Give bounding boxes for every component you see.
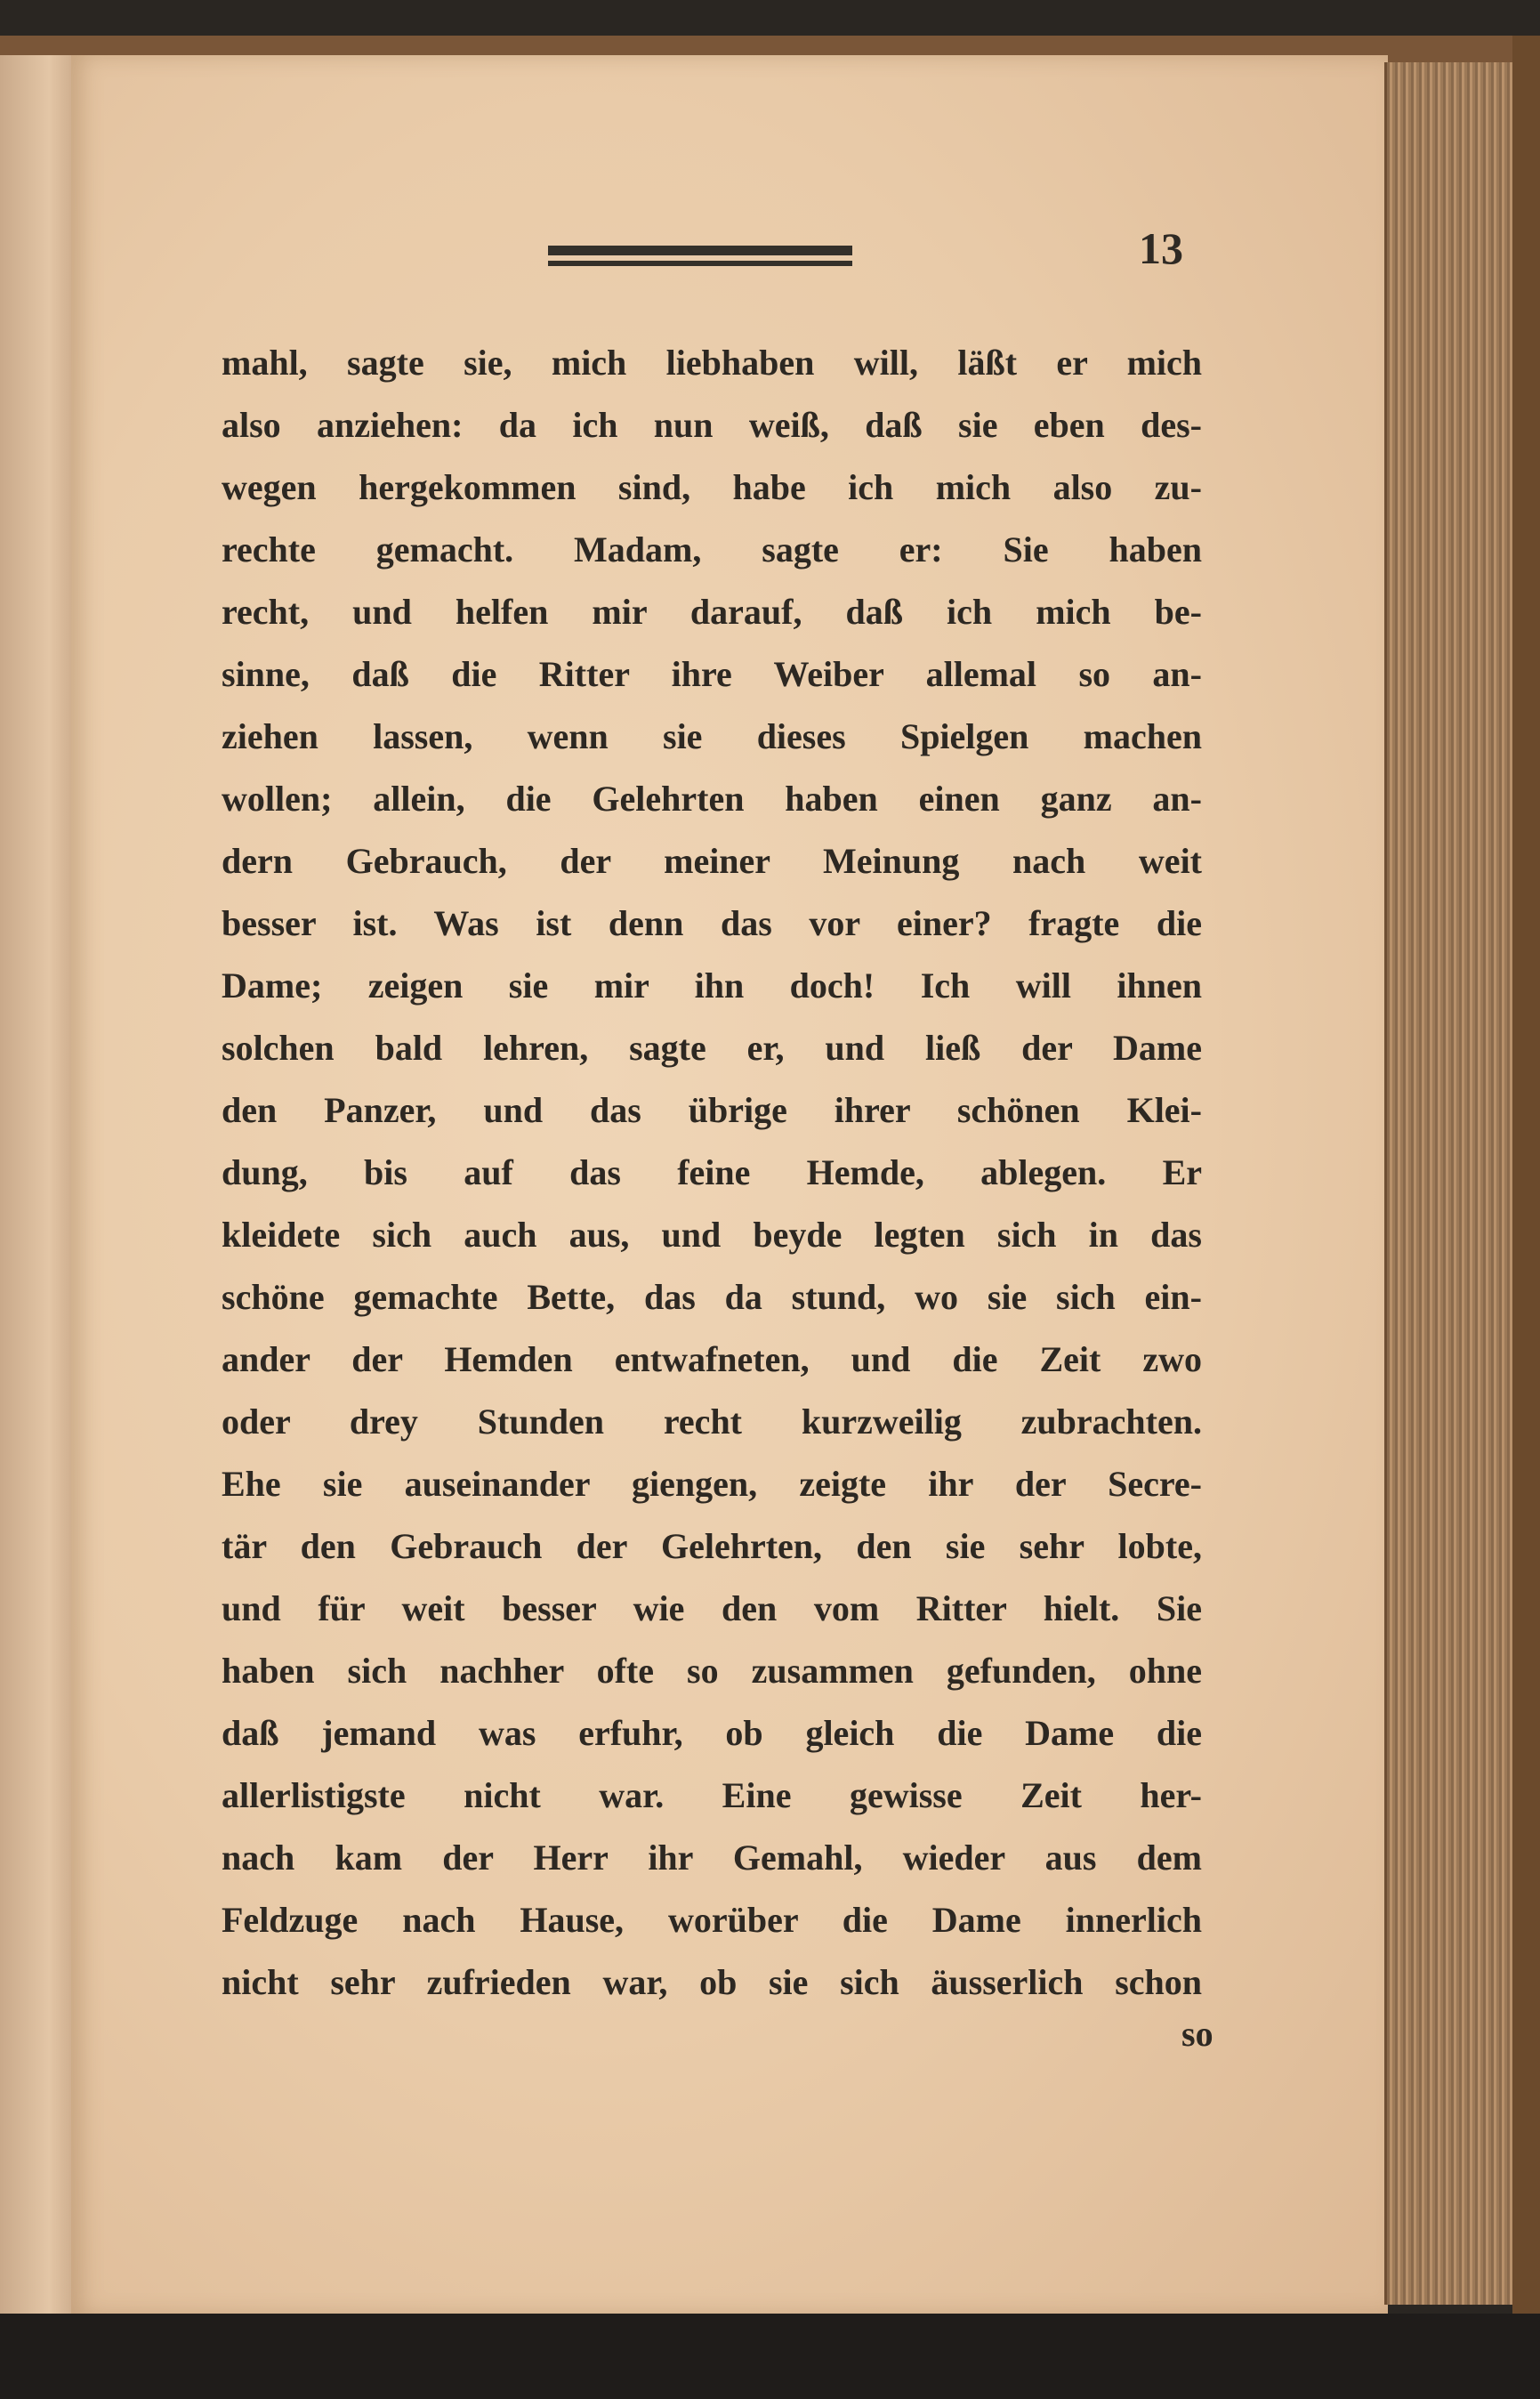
book-cover-edge <box>1512 36 1540 2349</box>
text-line: haben sich nachher ofte so zusammen gefunden, ohne <box>222 1651 1202 1691</box>
page-number: 13 <box>1139 223 1183 273</box>
text-line: wegen hergekommen sind, habe ich mich also zu- <box>222 467 1202 507</box>
text-line: Dame; zeigen sie mir ihn doch! Ich will ihnen <box>222 965 1202 1006</box>
rule-thin <box>548 261 852 266</box>
text-line: allerlistigste nicht war. Eine gewisse Zeit her- <box>222 1775 1202 1815</box>
text-line: den Panzer, und das übrige ihrer schönen Klei- <box>222 1090 1202 1130</box>
text-line: solchen bald lehren, sagte er, und ließ der Dame <box>222 1028 1202 1068</box>
text-line: ziehen lassen, wenn sie dieses Spielgen machen <box>222 716 1202 756</box>
text-line: rechte gemacht. Madam, sagte er: Sie haben <box>222 529 1202 569</box>
text-line: kleidete sich auch aus, und beyde legten sich in das <box>222 1215 1202 1255</box>
header-ornament-rule <box>548 246 852 266</box>
body-text <box>222 338 1202 2020</box>
page-edges <box>1384 62 1529 2305</box>
text-line: dung, bis auf das feine Hemde, ablegen. Er <box>222 1152 1202 1192</box>
text-line: dern Gebrauch, der meiner Meinung nach weit <box>222 841 1202 881</box>
text-line: wollen; allein, die Gelehrten haben einen ganz an- <box>222 779 1202 819</box>
text-line: sinne, daß die Ritter ihre Weiber allemal so an- <box>222 654 1202 694</box>
text-line: oder drey Stunden recht kurzweilig zubrachten. <box>222 1401 1202 1442</box>
text-line: daß jemand was erfuhr, ob gleich die Dame die <box>222 1713 1202 1753</box>
text-line: recht, und helfen mir darauf, daß ich mich be- <box>222 592 1202 632</box>
text-line: nach kam der Herr ihr Gemahl, wieder aus dem <box>222 1838 1202 1878</box>
text-line: mahl, sagte sie, mich liebhaben will, läßt er mich <box>222 343 1202 383</box>
text-line: nicht sehr zufrieden war, ob sie sich äusserlich schon <box>222 1962 1202 2002</box>
rule-thick <box>548 246 852 255</box>
text-line: tär den Gebrauch der Gelehrten, den sie sehr lobte, <box>222 1526 1202 1566</box>
text-line: Feldzuge nach Hause, worüber die Dame innerlich <box>222 1900 1202 1940</box>
text-line: Ehe sie auseinander giengen, zeigte ihr der Secre- <box>222 1464 1202 1504</box>
text-line: schöne gemachte Bette, das da stund, wo sie sich ein- <box>222 1277 1202 1317</box>
catchword: so <box>1181 2014 1213 2054</box>
text-line: also anziehen: da ich nun weiß, daß sie eben des- <box>222 405 1202 445</box>
background-bottom <box>0 2314 1540 2399</box>
text-line: und für weit besser wie den vom Ritter hielt. Sie <box>222 1588 1202 1628</box>
text-line: ander der Hemden entwafneten, und die Zeit zwo <box>222 1339 1202 1379</box>
text-line: besser ist. Was ist denn das vor einer? fragte die <box>222 903 1202 943</box>
